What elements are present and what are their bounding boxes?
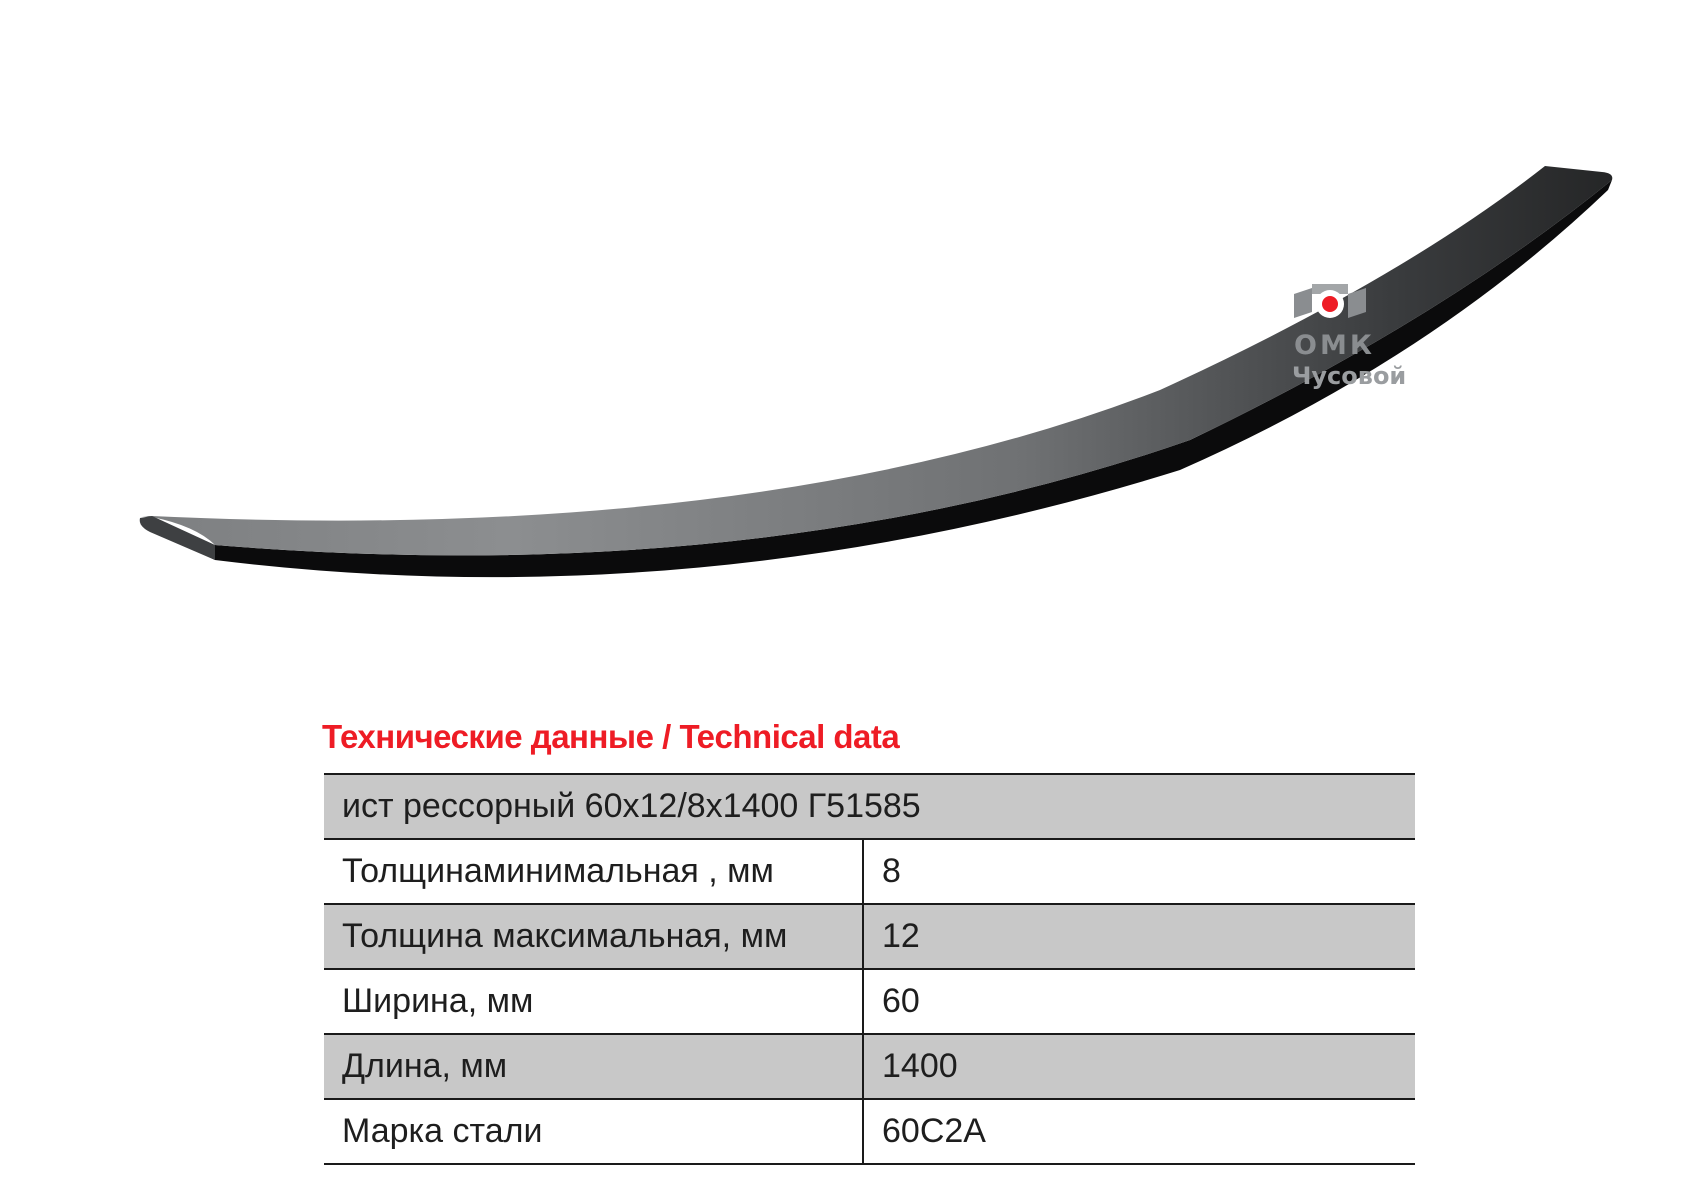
omk-logo-mark [1292, 282, 1368, 334]
param-cell: Марка стали [324, 1099, 863, 1164]
value-cell: 60 [863, 969, 1415, 1034]
section-title: Технические данные / Technical data [322, 718, 900, 755]
table-row [324, 839, 1415, 904]
table-row [324, 969, 1415, 1034]
value-cell: 60С2А [863, 1099, 1415, 1164]
param-cell: Толщинаминимальная , мм [324, 839, 863, 904]
logo-city-text: Чусовой [1292, 362, 1407, 390]
param-cell: Ширина, мм [324, 969, 863, 1034]
logo-brand-text: ОМК [1294, 330, 1375, 361]
value-cell: 12 [863, 904, 1415, 969]
product-name-cell: ист рессорный 60x12/8x1400 Г51585 [324, 774, 1415, 839]
table-row [324, 1099, 1415, 1164]
table-row [324, 904, 1415, 969]
table-row [324, 1034, 1415, 1099]
omk-logo [1292, 282, 1412, 392]
table-header-row [324, 774, 1415, 839]
param-cell: Толщина максимальная, мм [324, 904, 863, 969]
param-cell: Длина, мм [324, 1034, 863, 1099]
value-cell: 8 [863, 839, 1415, 904]
value-cell: 1400 [863, 1034, 1415, 1099]
spec-table [324, 773, 1415, 1165]
